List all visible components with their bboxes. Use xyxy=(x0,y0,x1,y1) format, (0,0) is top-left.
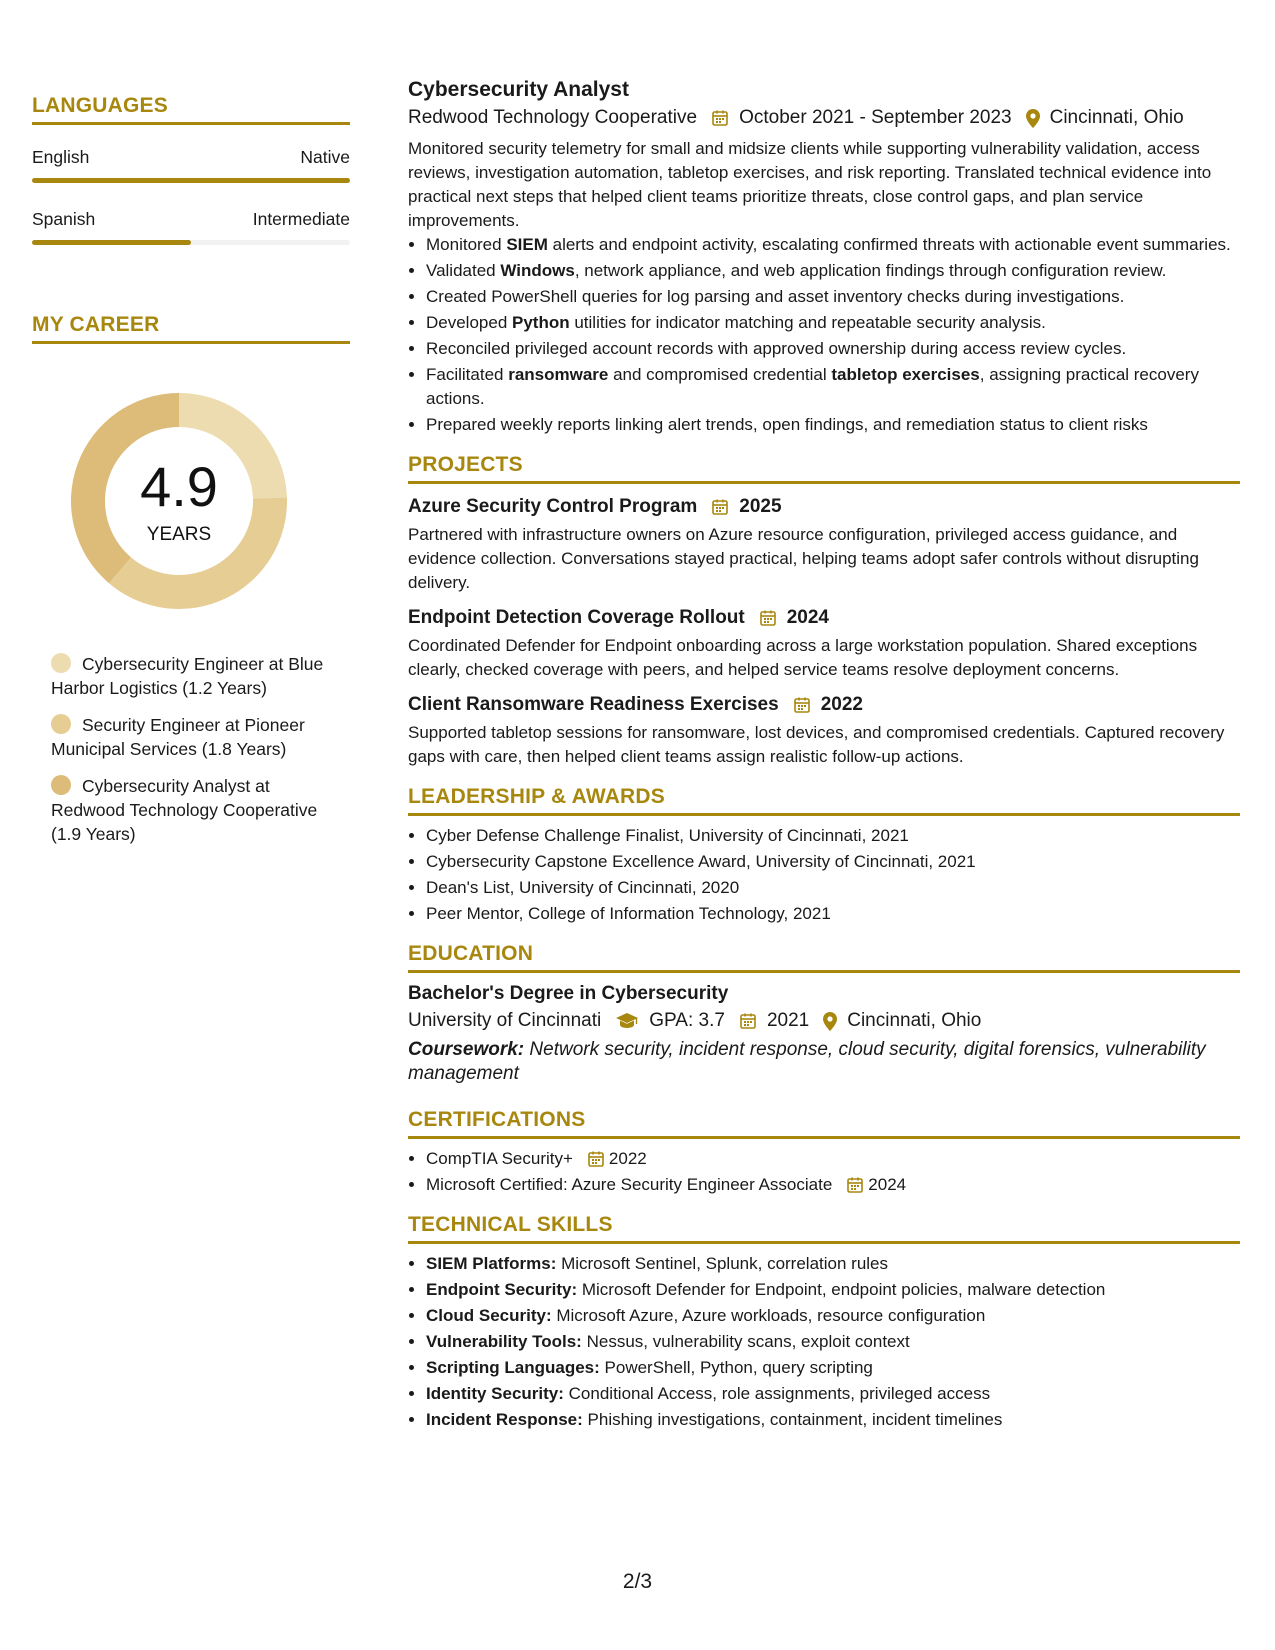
skill-item: • Vulnerability Tools: Nessus, vulnerability scans, exploit context xyxy=(426,1330,1240,1354)
certification-item xyxy=(426,1147,1240,1171)
project-description: Supported tabletop sessions for ransomware, lost devices, and compromised credentials. Captured recovery gaps with care, then helped client teams assign realistic follow-up actions. xyxy=(408,723,1225,766)
project-year: 2022 xyxy=(820,694,863,715)
education-heading: EDUCATION xyxy=(408,942,1240,973)
language-bar-fill xyxy=(32,178,350,183)
education-gpa: GPA: 3.7 xyxy=(649,1010,725,1031)
legend-label: Security Engineer at Pioneer Municipal Services (1.8 Years) xyxy=(51,715,305,759)
skills-heading: TECHNICAL SKILLS xyxy=(408,1213,1240,1244)
language-name: Spanish xyxy=(32,209,96,229)
awards-section xyxy=(408,785,1240,926)
languages-list xyxy=(32,147,350,245)
certification-name: • Microsoft Certified: Azure Security Engineer Associate xyxy=(426,1175,833,1194)
job-company: Redwood Technology Cooperative xyxy=(408,107,698,128)
legend-label: Cybersecurity Engineer at Blue Harbor Logistics (1.2 Years) xyxy=(51,654,324,698)
education-meta xyxy=(408,1010,1240,1032)
award-item: • Dean's List, University of Cincinnati, 2020 xyxy=(426,876,1240,900)
project-year: 2024 xyxy=(786,607,830,628)
calendar-icon xyxy=(711,109,729,127)
language-level: Intermediate xyxy=(252,209,350,229)
languages-heading: LANGUAGES xyxy=(32,94,350,125)
language-bar xyxy=(32,240,350,245)
job-bullet: • Monitored SIEM alerts and endpoint activity, escalating confirmed threats with actionable event summaries. xyxy=(426,233,1240,257)
project-year: 2025 xyxy=(739,496,782,517)
certification-item xyxy=(426,1173,1240,1197)
skill-item: • Scripting Languages: PowerShell, Python, query scripting xyxy=(426,1356,1240,1380)
job-title: Cybersecurity Analyst xyxy=(408,78,629,101)
job-bullet: • Facilitated ransomware and compromised credential tabletop exercises, assigning practical recovery actions. xyxy=(426,363,1240,411)
education-year: 2021 xyxy=(766,1010,810,1031)
education-coursework xyxy=(408,1038,1240,1086)
language-name: English xyxy=(32,147,90,167)
job-bullet: • Reconciled privileged account records with approved ownership during access review cycles. xyxy=(426,337,1240,361)
certifications-heading: CERTIFICATIONS xyxy=(408,1108,1240,1139)
page-number: 2/3 xyxy=(622,1570,653,1593)
calendar-icon xyxy=(711,498,729,516)
project-item xyxy=(408,694,1240,769)
job-bullets xyxy=(408,233,1240,437)
project-name: Client Ransomware Readiness Exercises xyxy=(408,694,779,715)
education-location: Cincinnati, Ohio xyxy=(847,1010,982,1031)
certification-name: • CompTIA Security+ xyxy=(426,1149,573,1168)
job-summary: Monitored security telemetry for small and midsize clients while supporting vulnerability validation, access reviews, investigation automation, tabletop exercises, and risk reporting. Translated technical evidence into practical next steps that helped client teams prioritize threats, close control gaps, and plan service improvements. xyxy=(408,139,1212,230)
language-item xyxy=(32,209,350,245)
project-item xyxy=(408,496,1240,595)
left-column xyxy=(32,94,350,859)
awards-heading: LEADERSHIP & AWARDS xyxy=(408,785,1240,816)
certifications-list xyxy=(408,1147,1240,1197)
education-section xyxy=(408,942,1240,1086)
career-section xyxy=(32,313,350,846)
project-item xyxy=(408,607,1240,682)
career-donut-chart xyxy=(64,386,294,616)
skill-item: • Identity Security: Conditional Access, role assignments, privileged access xyxy=(426,1382,1240,1406)
job-dates: October 2021 - September 2023 xyxy=(739,107,1012,128)
skill-item: • Cloud Security: Microsoft Azure, Azure workloads, resource configuration xyxy=(426,1304,1240,1328)
legend-dot xyxy=(51,653,71,673)
projects-heading: PROJECTS xyxy=(408,453,1240,484)
legend-label: Cybersecurity Analyst at Redwood Technology Cooperative (1.9 Years) xyxy=(51,776,318,844)
certifications-section xyxy=(408,1108,1240,1197)
language-bar-fill xyxy=(32,240,191,245)
project-description: Coordinated Defender for Endpoint onboarding across a large workstation population. Shared exceptions clearly, checked coverage with peers, and helped service teams resolve deployment concerns. xyxy=(408,636,1198,679)
skills-section xyxy=(408,1213,1240,1432)
award-item: • Cyber Defense Challenge Finalist, University of Cincinnati, 2021 xyxy=(426,824,1240,848)
award-item: • Cybersecurity Capstone Excellence Award, University of Cincinnati, 2021 xyxy=(426,850,1240,874)
education-degree: Bachelor's Degree in Cybersecurity xyxy=(408,983,729,1004)
legend-dot xyxy=(51,714,71,734)
projects-section xyxy=(408,453,1240,769)
job-location: Cincinnati, Ohio xyxy=(1049,107,1184,128)
legend-item xyxy=(51,713,341,761)
certification-year: 2024 xyxy=(868,1175,907,1194)
legend-item xyxy=(51,774,341,846)
award-item: • Peer Mentor, College of Information Technology, 2021 xyxy=(426,902,1240,926)
awards-list xyxy=(408,824,1240,926)
calendar-icon xyxy=(759,609,777,627)
job-bullet: • Validated Windows, network appliance, and web application findings through configuration review. xyxy=(426,259,1240,283)
job-bullet: • Prepared weekly reports linking alert trends, open findings, and remediation status to client risks xyxy=(426,413,1240,437)
skills-list xyxy=(408,1252,1240,1432)
education-school: University of Cincinnati xyxy=(408,1010,602,1031)
calendar-icon xyxy=(793,696,811,714)
experience-entry xyxy=(408,78,1240,437)
skill-item: • Endpoint Security: Microsoft Defender for Endpoint, endpoint policies, malware detection xyxy=(426,1278,1240,1302)
coursework-label: Coursework: xyxy=(408,1039,525,1060)
calendar-icon xyxy=(846,1176,864,1194)
certification-year: 2022 xyxy=(608,1149,647,1168)
language-item xyxy=(32,147,350,183)
calendar-icon xyxy=(739,1012,757,1030)
legend-dot xyxy=(51,775,71,795)
location-pin-icon xyxy=(823,1012,837,1031)
calendar-icon xyxy=(587,1150,605,1168)
career-legend xyxy=(32,652,350,846)
job-bullet: • Developed Python utilities for indicator matching and repeatable security analysis. xyxy=(426,311,1240,335)
skill-item: • SIEM Platforms: Microsoft Sentinel, Splunk, correlation rules xyxy=(426,1252,1240,1276)
project-name: Endpoint Detection Coverage Rollout xyxy=(408,607,745,628)
graduation-cap-icon xyxy=(615,1012,639,1030)
project-name: Azure Security Control Program xyxy=(408,496,698,517)
career-heading: MY CAREER xyxy=(32,313,350,344)
location-pin-icon xyxy=(1026,109,1040,128)
job-bullet: • Created PowerShell queries for log parsing and asset inventory checks during investigations. xyxy=(426,285,1240,309)
project-description: Partnered with infrastructure owners on Azure resource configuration, privileged access guidance, and evidence collection. Conversations stayed practical, helping teams adopt safer controls without disrupting delivery. xyxy=(408,525,1199,592)
language-bar xyxy=(32,178,350,183)
job-meta xyxy=(408,107,1240,129)
career-unit: YEARS xyxy=(146,524,212,545)
right-column xyxy=(408,78,1240,1434)
career-total: 4.9 xyxy=(140,455,218,518)
skill-item: • Incident Response: Phishing investigations, containment, incident timelines xyxy=(426,1408,1240,1432)
language-level: Native xyxy=(300,147,350,167)
coursework-text: Network security, incident response, cloud security, digital forensics, vulnerability management xyxy=(408,1039,1206,1084)
legend-item xyxy=(51,652,341,700)
